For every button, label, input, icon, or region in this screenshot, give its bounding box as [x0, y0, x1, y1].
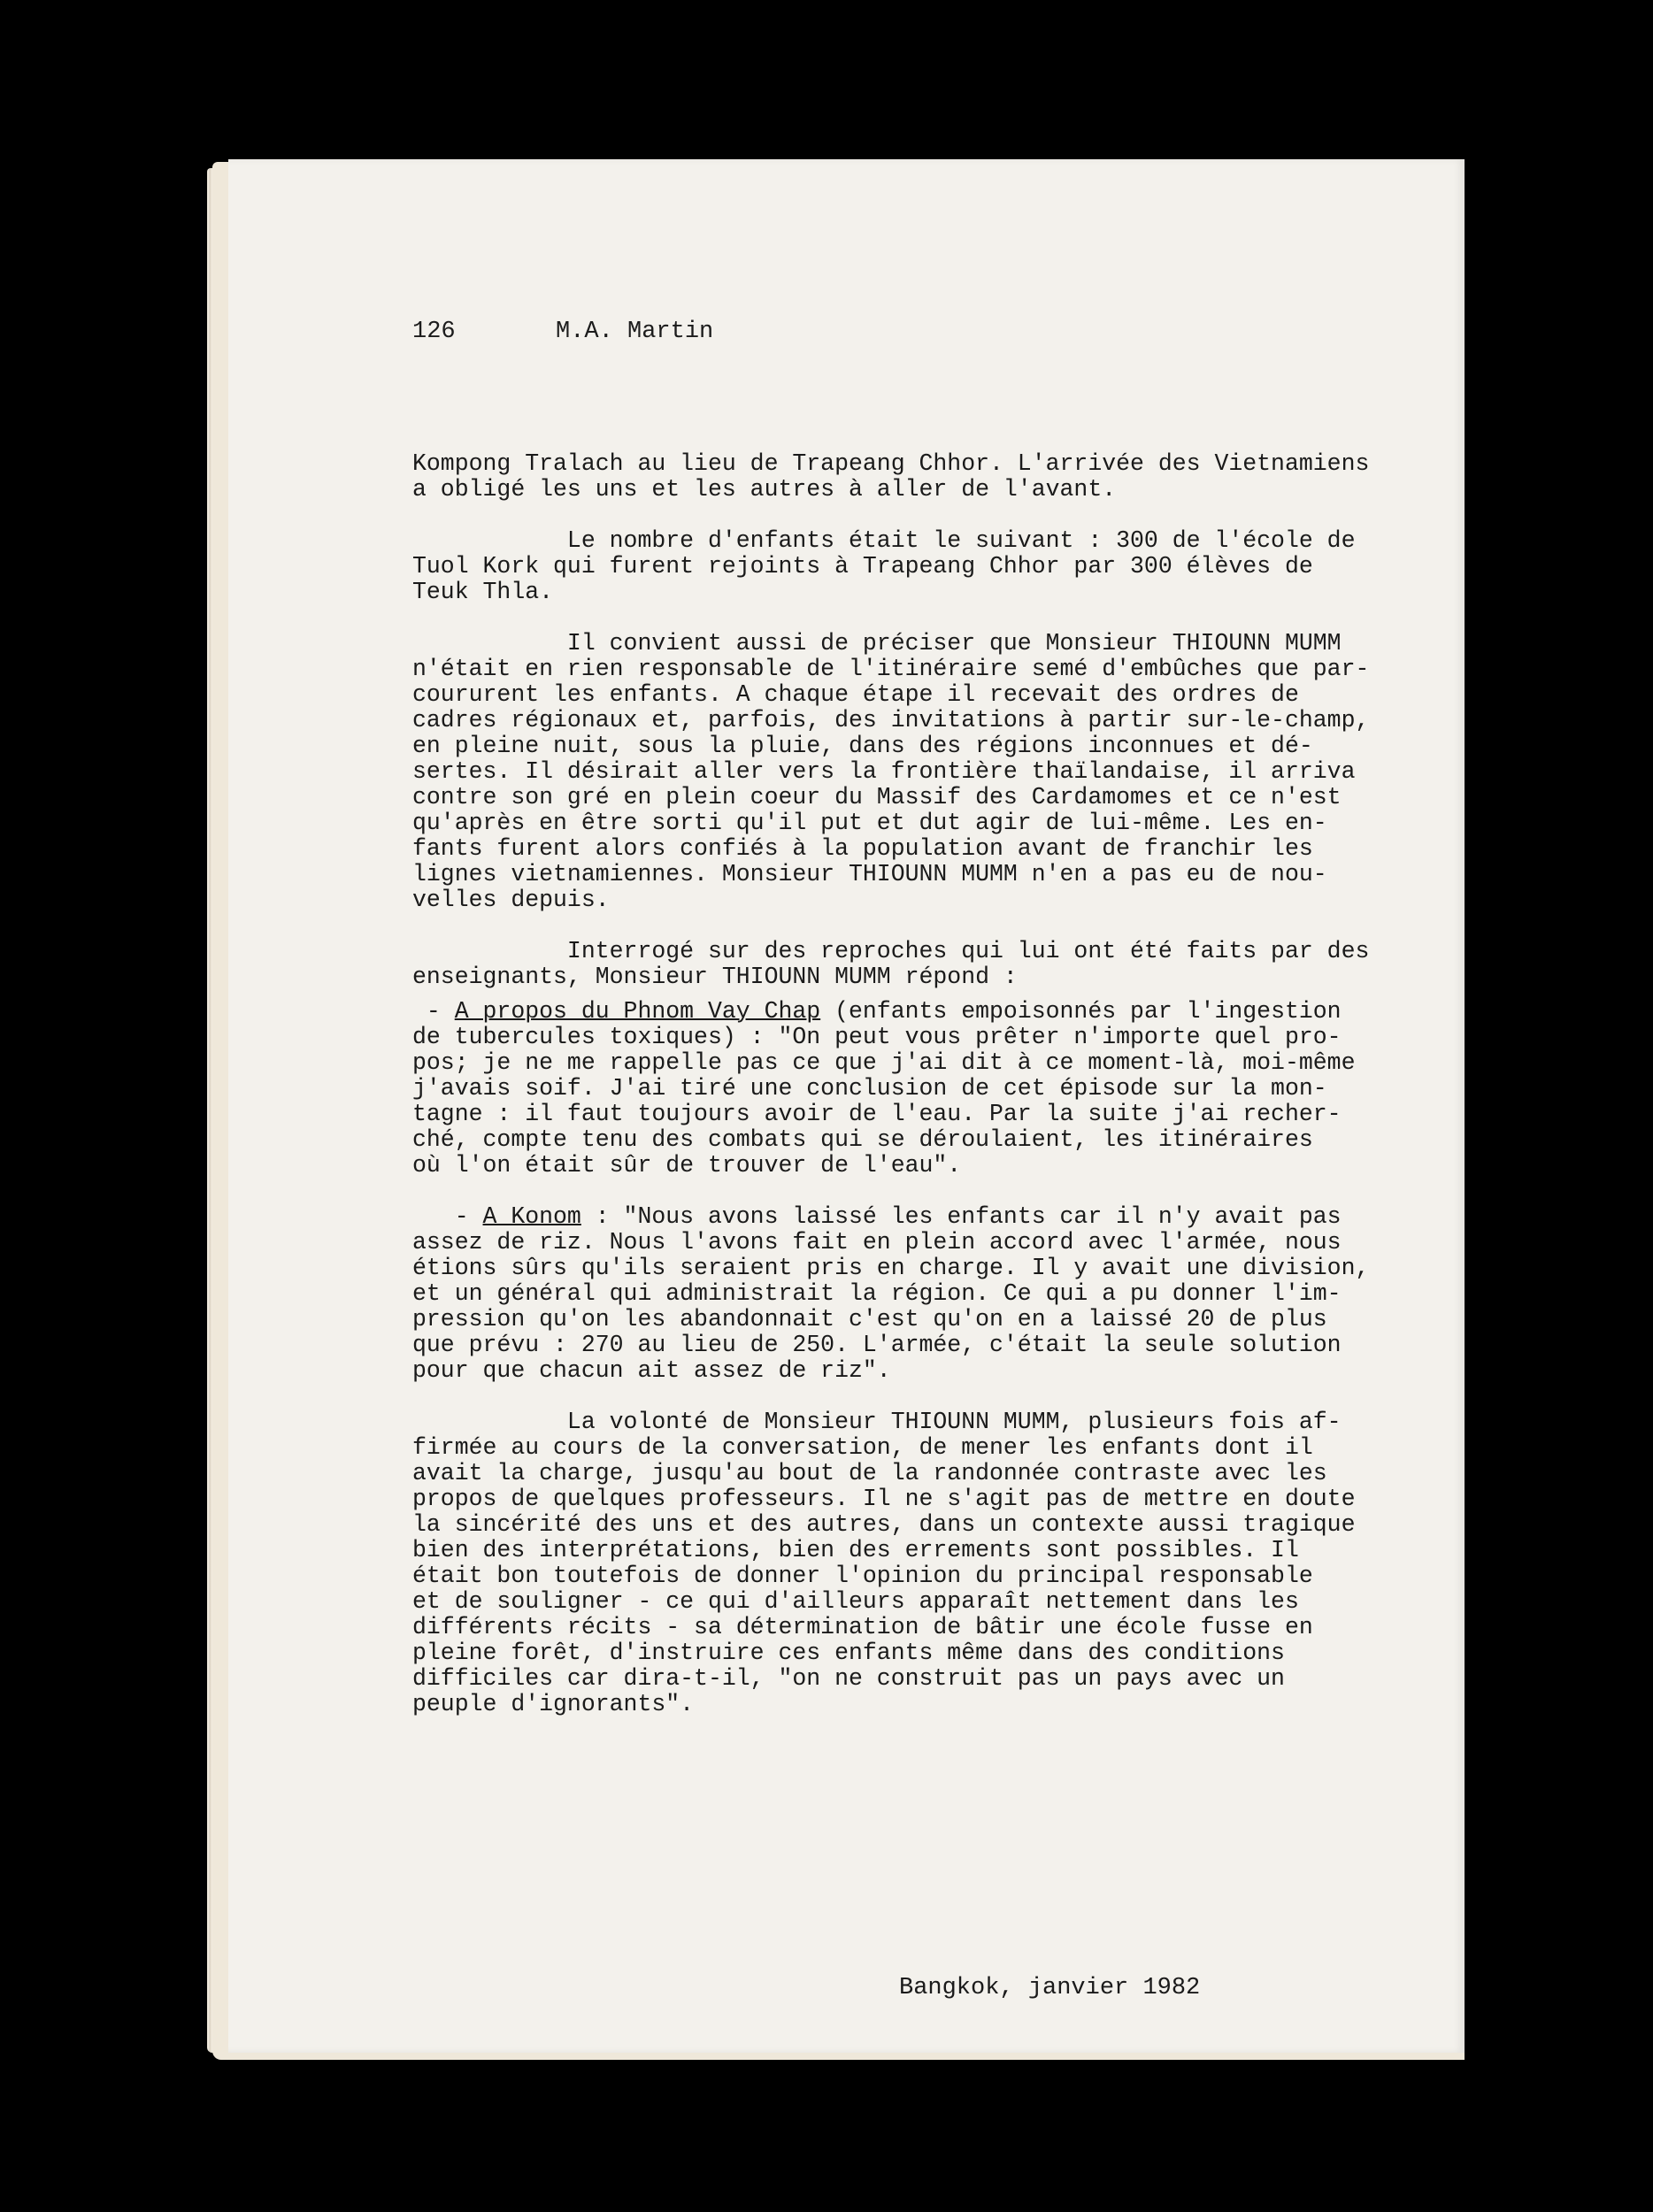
- text-line: avait la charge, jusqu'au bout de la randonnée contraste avec les: [412, 1460, 1327, 1486]
- text-line: Interrogé sur des reproches qui lui ont été faits par des: [412, 938, 1370, 964]
- paragraph: [412, 939, 1430, 990]
- page-number: 126: [412, 319, 456, 345]
- text-line: difficiles car dira-t-il, "on ne construit pas un pays avec un: [412, 1665, 1285, 1692]
- text-line: où l'on était sûr de trouver de l'eau".: [412, 1152, 962, 1179]
- text-line: pour que chacun ait assez de riz".: [412, 1357, 891, 1384]
- text-line: Il convient aussi de préciser que Monsieur THIOUNN MUMM: [412, 630, 1342, 657]
- text-line: qu'après en être sorti qu'il put et dut agir de lui-même. Les en-: [412, 810, 1327, 836]
- text-line: en pleine nuit, sous la pluie, dans des régions inconnues et dé-: [412, 733, 1313, 759]
- text-line: pression qu'on les abandonnait c'est qu'on en a laissé 20 de plus: [412, 1306, 1327, 1333]
- text-line: firmée au cours de la conversation, de mener les enfants dont il: [412, 1434, 1313, 1461]
- text-line: assez de riz. Nous l'avons fait en plein accord avec l'armée, nous: [412, 1229, 1342, 1256]
- text-line: étions sûrs qu'ils seraient pris en charge. Il y avait une division,: [412, 1255, 1370, 1281]
- text-line: cadres régionaux et, parfois, des invitations à partir sur-le-champ,: [412, 707, 1370, 733]
- text-line: [412, 999, 1430, 1025]
- quote-paragraph: [412, 1204, 1430, 1384]
- text-line: et un général qui administrait la région. Ce qui a pu donner l'im-: [412, 1280, 1342, 1307]
- book-page: [228, 159, 1465, 2053]
- text-line: de tubercules toxiques) : "On peut vous prêter n'importe quel pro-: [412, 1024, 1342, 1050]
- text-line: enseignants, Monsieur THIOUNN MUMM répond :: [412, 964, 1018, 990]
- text-line: Tuol Kork qui furent rejoints à Trapeang Chhor par 300 élèves de: [412, 553, 1313, 580]
- text-line: fants furent alors confiés à la population avant de franchir les: [412, 835, 1313, 862]
- text-line: n'était en rien responsable de l'itinéraire semé d'embûches que par-: [412, 656, 1370, 682]
- paragraph: [412, 631, 1430, 913]
- dash-lead: -: [412, 998, 455, 1025]
- underlined-heading: A propos du Phnom Vay Chap: [454, 998, 821, 1025]
- text-line: coururent les enfants. A chaque étape il recevait des ordres de: [412, 681, 1299, 708]
- page-header: [228, 319, 1465, 354]
- text-line: pleine forêt, d'instruire ces enfants même dans des conditions: [412, 1640, 1285, 1666]
- text-line: différents récits - sa détermination de bâtir une école fusse en: [412, 1614, 1313, 1640]
- text-line: La volonté de Monsieur THIOUNN MUMM, plusieurs fois af-: [412, 1409, 1342, 1435]
- body-text: [412, 451, 1430, 1743]
- line-rest: : "Nous avons laissé les enfants car il n'y avait pas: [580, 1203, 1342, 1230]
- text-line: velles depuis.: [412, 887, 610, 913]
- text-line: peuple d'ignorants".: [412, 1691, 695, 1717]
- text-line: pos; je ne me rappelle pas ce que j'ai dit à ce moment-là, moi-même: [412, 1049, 1356, 1076]
- text-line: ché, compte tenu des combats qui se déroulaient, les itinéraires: [412, 1126, 1313, 1153]
- text-line: Kompong Tralach au lieu de Trapeang Chhor. L'arrivée des Vietnamiens: [412, 450, 1370, 477]
- text-line: j'avais soif. J'ai tiré une conclusion de cet épisode sur la mon-: [412, 1075, 1327, 1102]
- paragraph: [412, 451, 1430, 503]
- text-line: était bon toutefois de donner l'opinion du principal responsable: [412, 1563, 1313, 1589]
- text-line: Le nombre d'enfants était le suivant : 300 de l'école de: [412, 527, 1356, 554]
- dash-lead: -: [412, 1203, 483, 1230]
- text-line: contre son gré en plein coeur du Massif des Cardamomes et ce n'est: [412, 784, 1342, 810]
- text-line: tagne : il faut toujours avoir de l'eau. Par la suite j'ai recher-: [412, 1101, 1342, 1127]
- text-line: bien des interprétations, bien des errements sont possibles. Il: [412, 1537, 1299, 1563]
- text-line: et de souligner - ce qui d'ailleurs apparaît nettement dans les: [412, 1588, 1299, 1615]
- underlined-heading: A Konom: [482, 1203, 581, 1230]
- text-line: propos de quelques professeurs. Il ne s'agit pas de mettre en doute: [412, 1486, 1356, 1512]
- signoff-place-date: Bangkok, janvier 1982: [899, 1975, 1201, 2001]
- quote-paragraph: [412, 999, 1430, 1179]
- text-line: lignes vietnamiennes. Monsieur THIOUNN MUMM n'en a pas eu de nou-: [412, 861, 1327, 887]
- text-line: sertes. Il désirait aller vers la frontière thaïlandaise, il arriva: [412, 758, 1356, 785]
- line-rest: (enfants empoisonnés par l'ingestion: [820, 998, 1342, 1025]
- text-line: que prévu : 270 au lieu de 250. L'armée, c'était la seule solution: [412, 1332, 1342, 1358]
- text-line: Teuk Thla.: [412, 579, 554, 605]
- text-line: [412, 1204, 1430, 1230]
- paragraph: [412, 528, 1430, 605]
- paragraph: [412, 1409, 1430, 1717]
- text-line: a obligé les uns et les autres à aller de l'avant.: [412, 476, 1117, 503]
- text-line: la sincérité des uns et des autres, dans un contexte aussi tragique: [412, 1511, 1356, 1538]
- running-head: M.A. Martin: [556, 319, 714, 345]
